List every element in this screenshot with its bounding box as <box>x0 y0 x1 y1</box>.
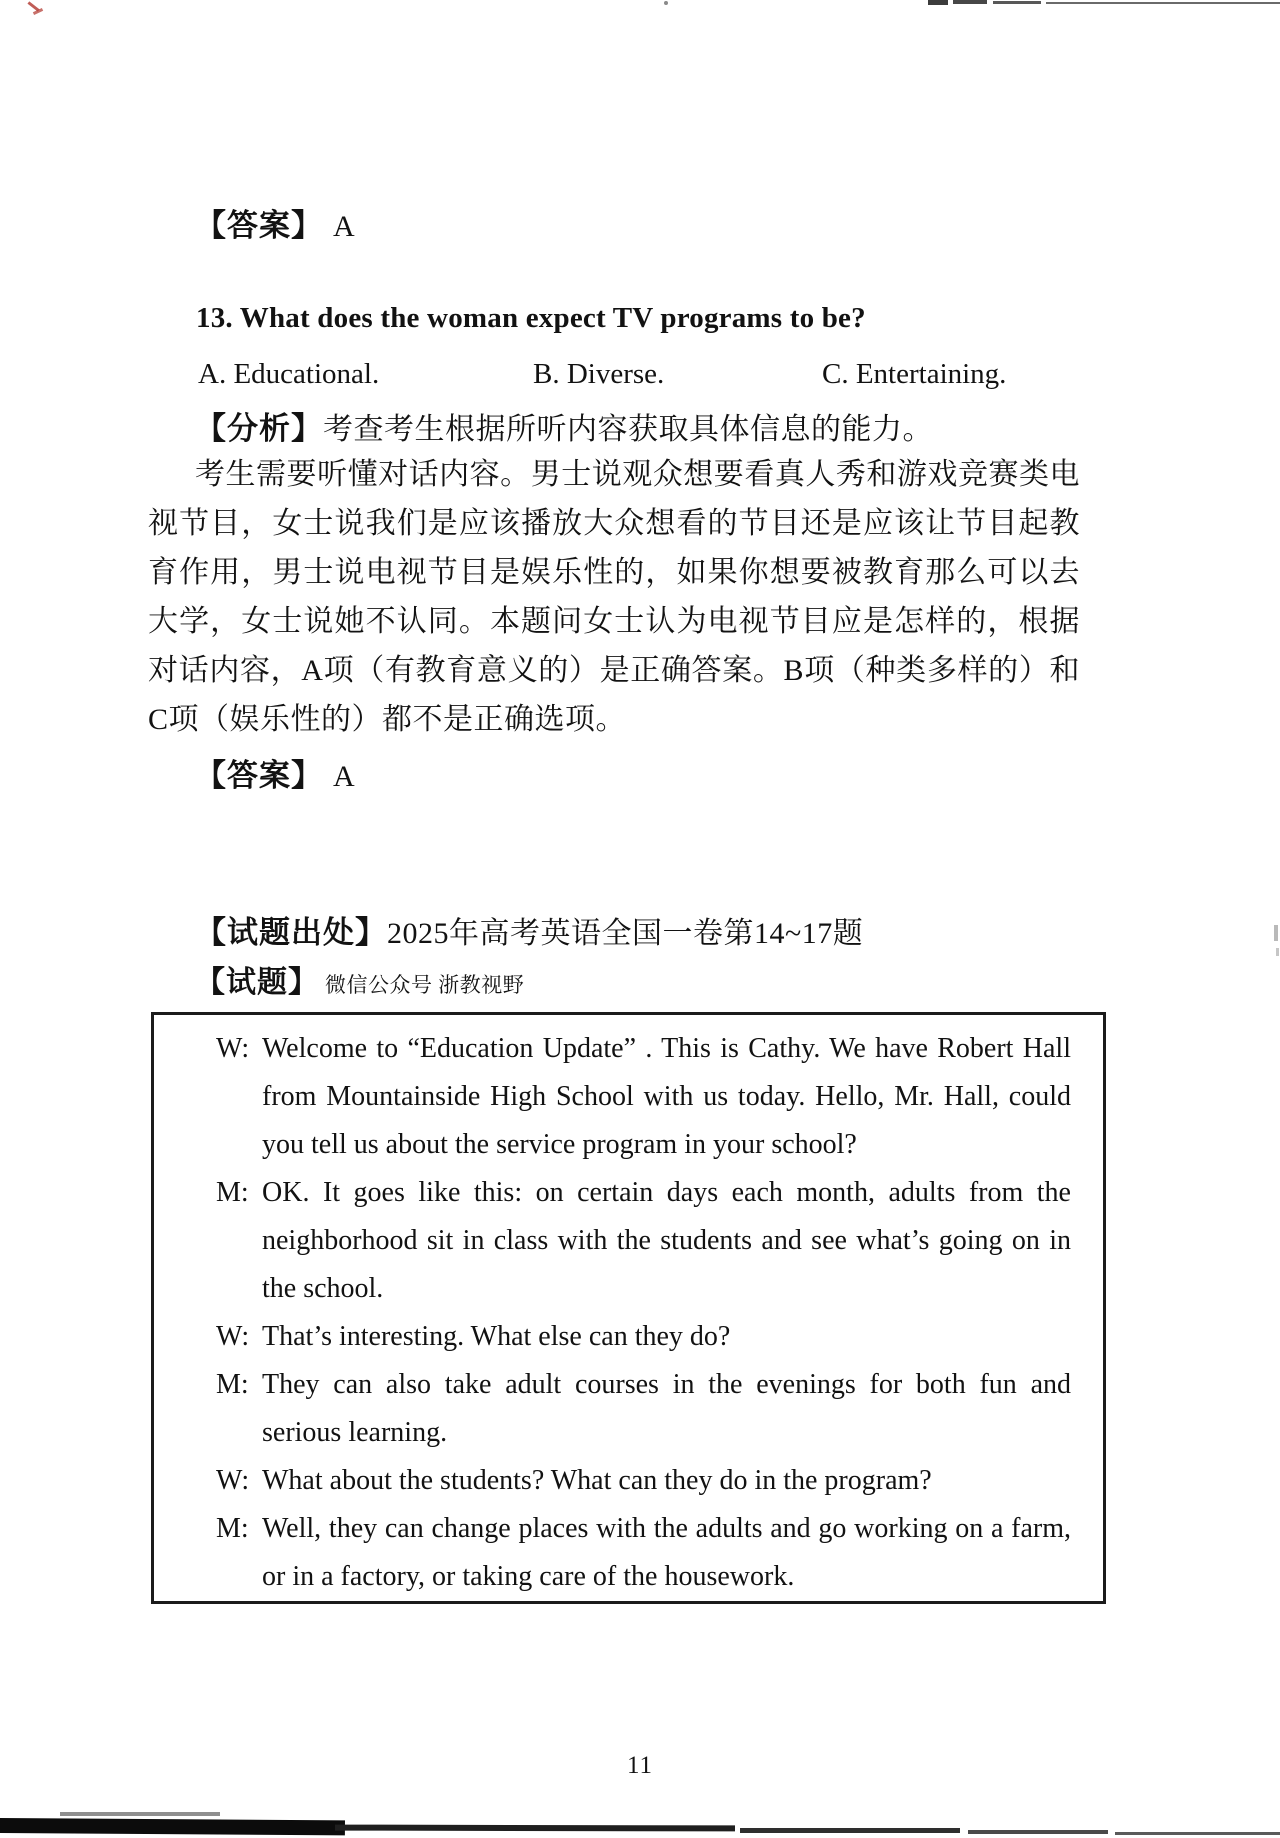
dialogue-line <box>216 1361 1071 1457</box>
scan-dot-artifact <box>664 1 668 5</box>
analysis-body-paragraph: 考生需要听懂对话内容。男士说观众想要看真人秀和游戏竞赛类电视节目，女士说我们是应该播放大众想看的节目还是应该让节目起教育作用，男士说电视节目是娱乐性的，如果你想要被教育那么可以去大学，女士说她不认同。本题问女士认为电视节目应是怎样的，根据对话内容，A项（有教育意义的）是正确答案。B项（种类多样的）和C项（娱乐性的）都不是正确选项。 <box>148 458 1080 736</box>
source-text: 2025年高考英语全国一卷第14~17题 <box>387 917 864 950</box>
answer-value: A <box>333 210 355 243</box>
answer-label: 【答案】 <box>195 208 323 243</box>
scan-edge-artifact <box>1274 925 1278 941</box>
scan-bottom-edge <box>968 1830 1108 1834</box>
speaker-label: M: <box>216 1513 249 1544</box>
dialogue-line <box>216 1313 1071 1361</box>
speaker-label: W: <box>216 1321 250 1352</box>
scan-bottom-edge <box>0 1818 345 1835</box>
dialogue-line <box>216 1457 1071 1505</box>
analysis-intro-text: 考查考生根据所听内容获取具体信息的能力。 <box>323 413 933 446</box>
dialogue-text: They can also take adult courses in the evenings for both fun and serious learning. <box>262 1369 1071 1448</box>
source-label: 【试题出处】 <box>195 915 387 950</box>
scan-bottom-edge <box>740 1828 960 1833</box>
scan-bottom-edge <box>335 1825 735 1832</box>
dialogue-text: Well, they can change places with the adults and go working on a farm, or in a factory, or taking care of the housework. <box>262 1513 1071 1592</box>
wechat-note: 微信公众号 浙教视野 <box>325 973 525 997</box>
question-source-line <box>195 907 863 952</box>
dialogue-text: That’s interesting. What else can they do? <box>262 1321 731 1352</box>
option-a: A. Educational. <box>198 358 380 390</box>
scan-edge-artifact <box>953 0 987 4</box>
dialogue-transcript-box <box>151 1012 1106 1604</box>
scan-edge-artifact <box>993 1 1041 4</box>
dialogue-text: Welcome to “Education Update” . This is Cathy. We have Robert Hall from Mountainside High School with us today. Hello, Mr. Hall, could you tell us about the service program in your school? <box>262 1033 1071 1160</box>
scan-edge-artifact <box>1046 2 1280 4</box>
scan-bottom-edge <box>1115 1832 1280 1835</box>
speaker-label: M: <box>216 1177 249 1208</box>
scan-edge-artifact <box>928 0 948 5</box>
scan-edge-artifact <box>60 1812 220 1816</box>
answer-value: A <box>333 760 355 793</box>
dialogue-text: OK. It goes like this: on certain days each month, adults from the neighborhood sit in class with the students and see what’s going on in the school. <box>262 1177 1071 1304</box>
dialogue-text: What about the students? What can they do in the program? <box>262 1465 932 1496</box>
dialogue-line <box>216 1169 1071 1313</box>
option-c: C. Entertaining. <box>822 358 1007 390</box>
answer-line-bottom <box>195 750 355 795</box>
speaker-label: W: <box>216 1465 250 1496</box>
question-13-text: 13. What does the woman expect TV programs to be? <box>196 302 866 334</box>
question-13-options <box>198 358 1098 398</box>
speaker-label: M: <box>216 1369 249 1400</box>
analysis-intro-line <box>148 403 1080 448</box>
dialogue-line <box>216 1025 1071 1169</box>
question-note-line <box>195 957 524 1001</box>
answer-line-top <box>195 200 355 245</box>
option-b: B. Diverse. <box>533 358 665 390</box>
page-number: 11 <box>626 1752 654 1779</box>
dialogue-line <box>216 1505 1071 1601</box>
analysis-label: 【分析】 <box>195 411 323 446</box>
scan-edge-artifact <box>1276 948 1279 956</box>
speaker-label: W: <box>216 1033 250 1064</box>
answer-label: 【答案】 <box>195 758 323 793</box>
question-label: 【试题】 <box>195 966 319 999</box>
